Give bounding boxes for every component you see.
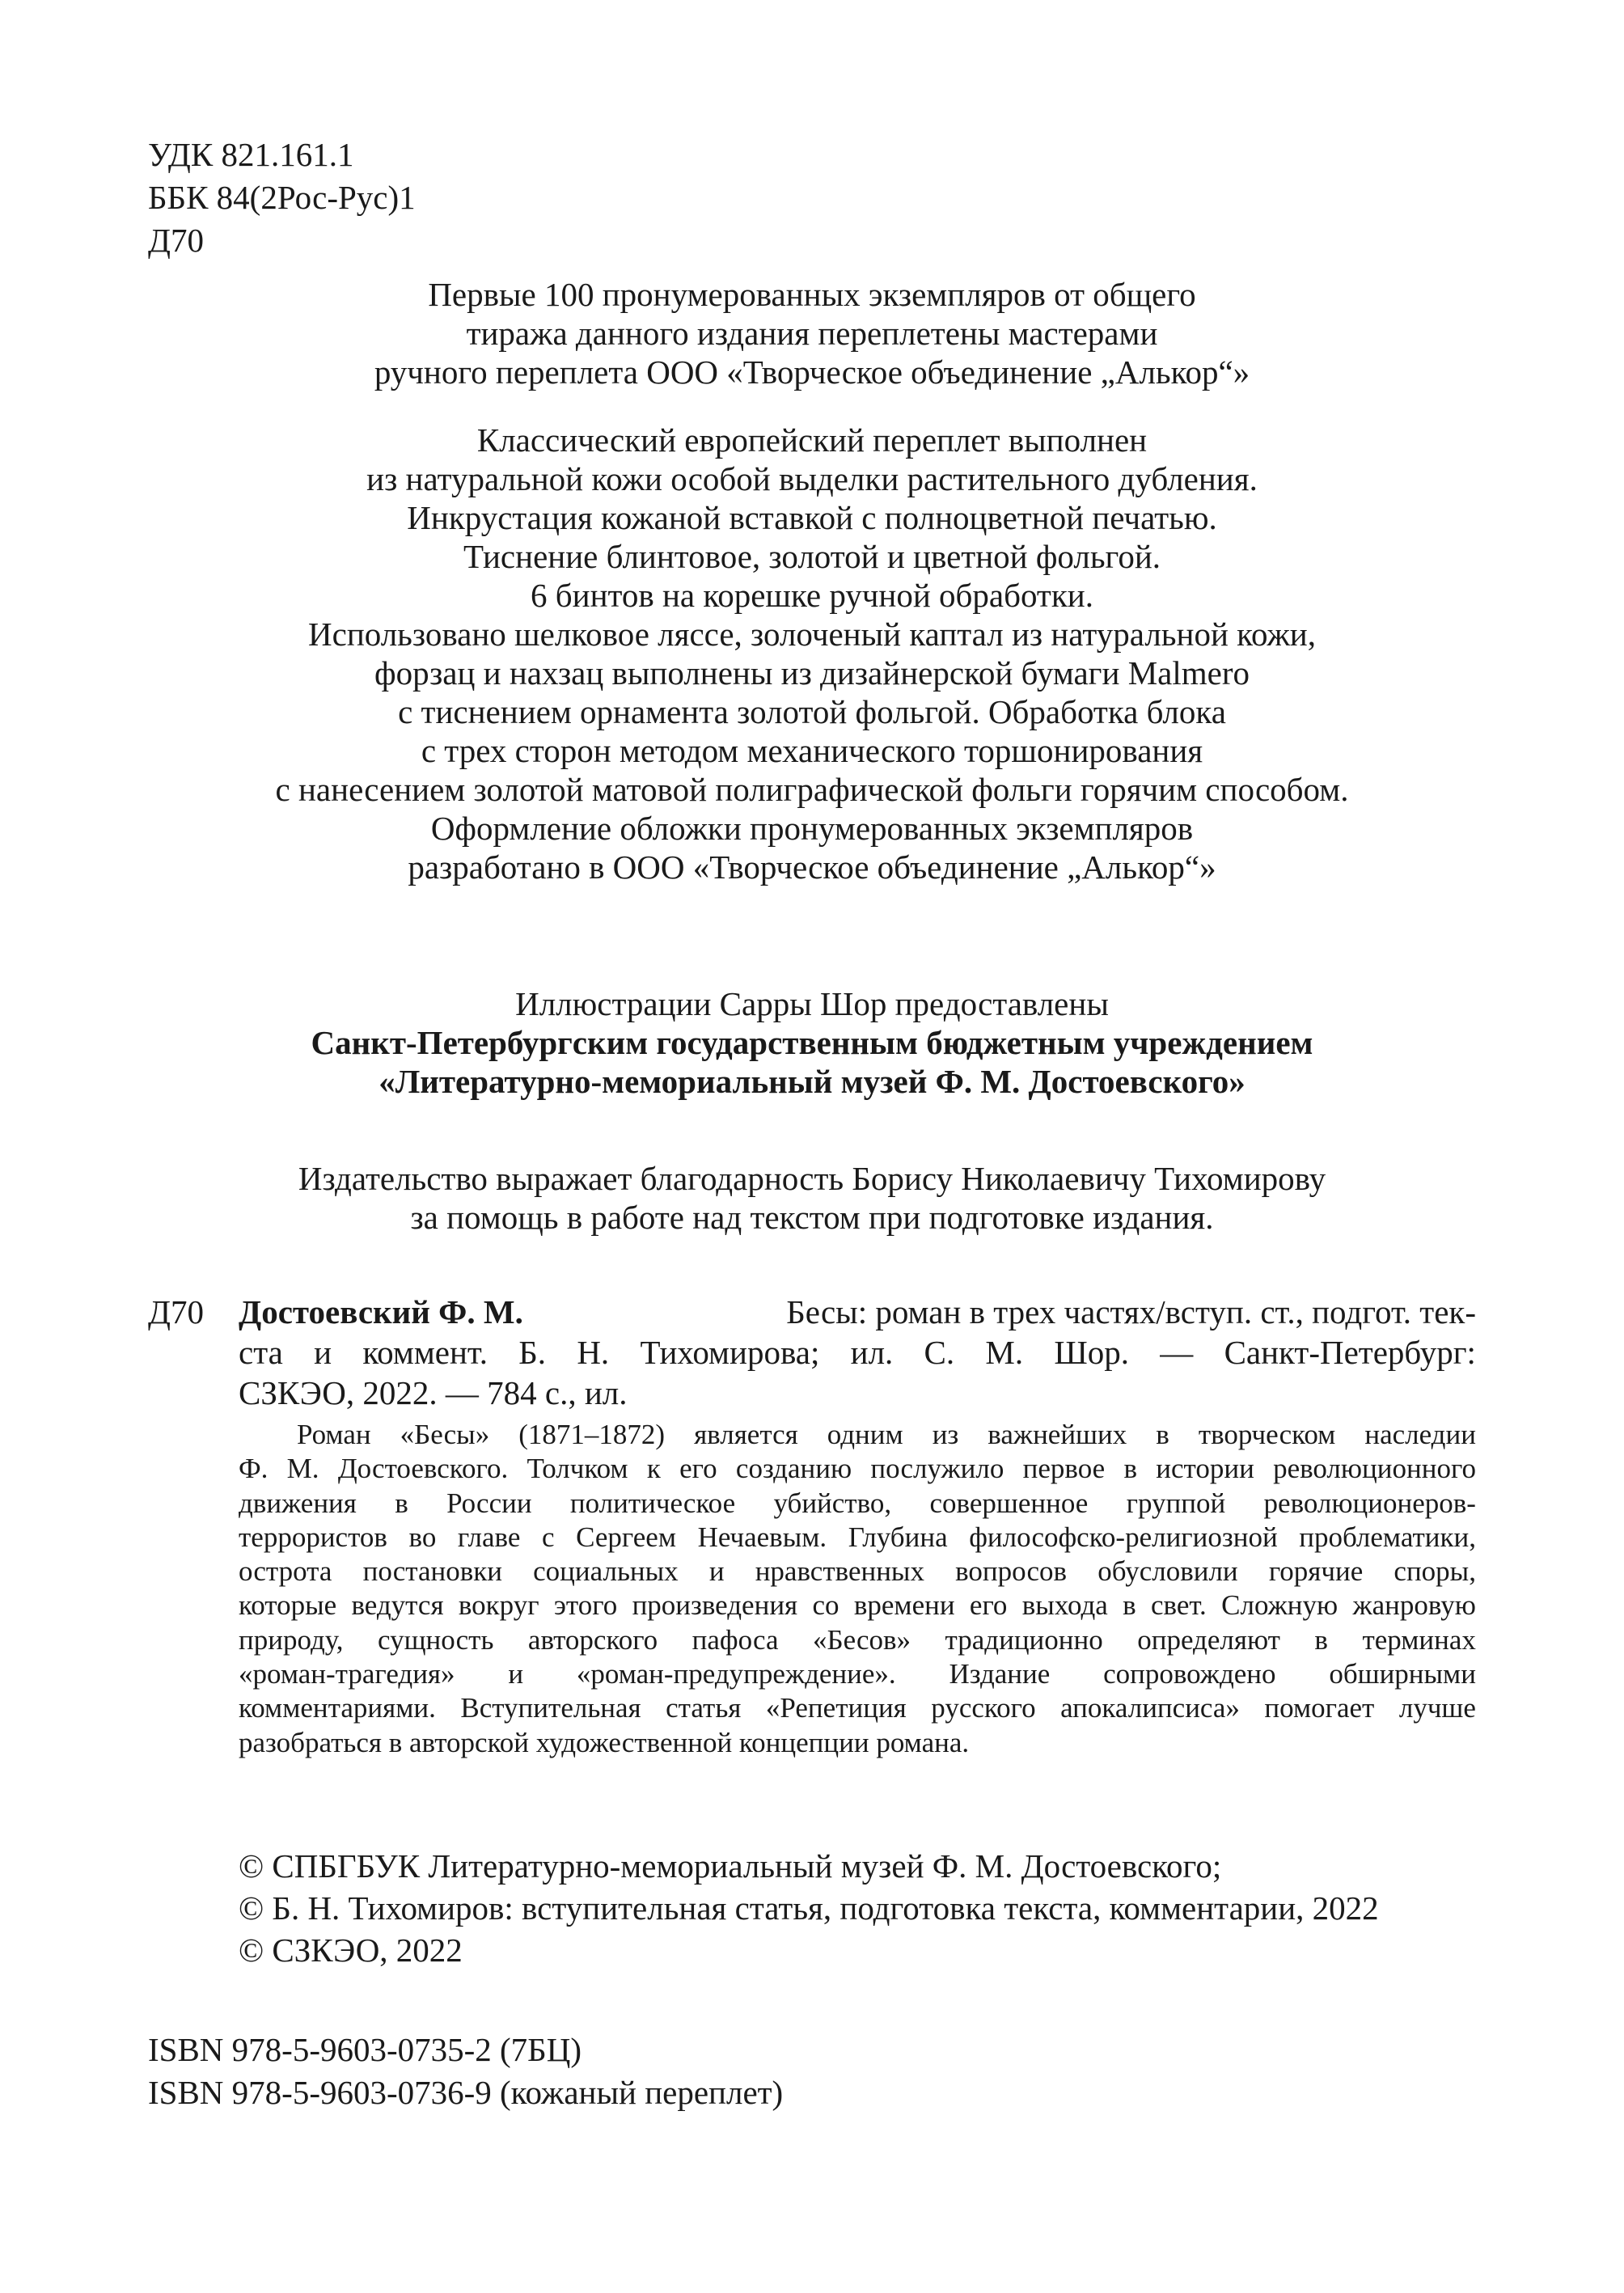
annotation-line: природу, сущность авторского пафоса «Бесов» традиционно определяют в терминах [239,1623,1476,1656]
biblio-line: ста и коммент. Б. Н. Тихомирова; ил. С. М. Шор. — Санкт-Петербург: [239,1334,1476,1371]
isbn-block [148,2029,783,2114]
illustrations-credit [148,984,1476,1101]
isbn-line: ISBN 978-5-9603-0736-9 (кожаный переплет) [148,2074,784,2111]
annotation [239,1418,1476,1760]
biblio-author-mark: Д70 [148,1293,204,1331]
copyright-line: © СПБГБУК Литературно-мемориальный музей Ф. М. Достоевского; [239,1847,1222,1885]
annotation-line: террористов во главе с Сергеем Нечаевым. Глубина философско-религиозной проблематики, [239,1521,1476,1553]
institution-name: Санкт-Петербургским государственным бюджетным учреждением [311,1024,1313,1061]
annotation-line: Роман «Бесы» (1871–1872) является одним из важнейших в творческом наследии [297,1419,1476,1450]
print-run-line: Первые 100 пронумерованных экземпляров от общего [428,276,1196,313]
binding-line: Тиснение блинтовое, золотой и цветной фольгой. [463,538,1161,575]
annotation-line: которые ведутся вокруг этого произведения со времени его выхода в свет. Сложную жанровую [239,1589,1476,1622]
biblio-line [239,1373,1476,1413]
binding-line: форзац и нахзац выполнены из дизайнерской бумаги Malmero [374,654,1250,692]
binding-line: с тиснением орнамента золотой фольгой. Обработка блока [398,693,1226,730]
binding-description [148,421,1476,886]
annotation-line: Ф. М. Достоевского. Толчком к его созданию послужило первое в истории революционного [239,1453,1476,1485]
annotation-line: комментариями. Вступительная статья «Репетиция русского апокалипсиса» помогает лучше [239,1692,1476,1724]
binding-line: Классический европейский переплет выполнен [476,421,1148,459]
illustrations-line: Иллюстрации Сарры Шор предоставлены [515,985,1109,1022]
museum-name: «Литературно-мемориальный музей Ф. М. Достоевского» [379,1063,1245,1100]
gratitude-line: за помощь в работе над текстом при подготовке издания. [410,1199,1214,1236]
udk-code: УДК 821.161.1 [148,136,354,173]
print-run-line: ручного переплета ООО «Творческое объединение „Алькор“» [374,353,1250,391]
binding-line: с трех сторон методом механического торшонирования [421,732,1203,769]
gratitude-line: Издательство выражает благодарность Борису Николаевичу Тихомирову [298,1160,1326,1197]
print-run-note [148,275,1476,391]
binding-line: Использовано шелковое ляссе, золоченый каптал из натуральной кожи, [308,616,1316,653]
biblio-entry [239,1292,1476,1413]
gratitude-note [148,1159,1476,1237]
binding-line: разработано в ООО «Творческое объединение „Алькор“» [408,848,1216,886]
binding-line: Оформление обложки пронумерованных экземпляров [430,810,1194,847]
biblio-line [239,1292,1476,1332]
biblio-title: Бесы: роман в трех частях/вступ. ст., подгот. тек- [786,1293,1476,1331]
copyright-line: © СЗКЭО, 2022 [239,1931,463,1969]
annotation-line: разобраться в авторской художественной концепции романа. [239,1726,970,1758]
binding-line: из натуральной кожи особой выделки растительного дубления. [366,460,1258,497]
biblio-text: СЗКЭО, 2022. — 784 с., ил. [239,1374,628,1411]
bbk-code: ББК 84(2Рос-Рус)1 [148,179,416,216]
biblio-author: Достоевский Ф. М. [239,1293,523,1331]
binding-line: с нанесением золотой матовой полиграфической фольги горячим способом. [275,771,1349,808]
classification-codes [148,133,416,262]
annotation-line: острота постановки социальных и нравственных вопросов обусловили горячие споры, [239,1555,1476,1588]
print-run-line: тиража данного издания переплетены мастерами [466,315,1158,352]
binding-line: Инкрустация кожаной вставкой с полноцветной печатью. [407,499,1217,536]
copyright-line: © Б. Н. Тихомиров: вступительная статья, подготовка текста, комментарии, 2022 [239,1889,1379,1927]
annotation-line: движения в России политическое убийство, совершенное группой революционеров- [239,1487,1476,1519]
copyright-block [239,1845,1379,1971]
isbn-line: ISBN 978-5-9603-0735-2 (7БЦ) [148,2031,582,2068]
author-mark: Д70 [148,222,204,259]
annotation-line: «роман-трагедия» и «роман-предупреждение». Издание сопровождено обширными [239,1658,1476,1690]
binding-line: 6 бинтов на корешке ручной обработки. [531,577,1093,614]
